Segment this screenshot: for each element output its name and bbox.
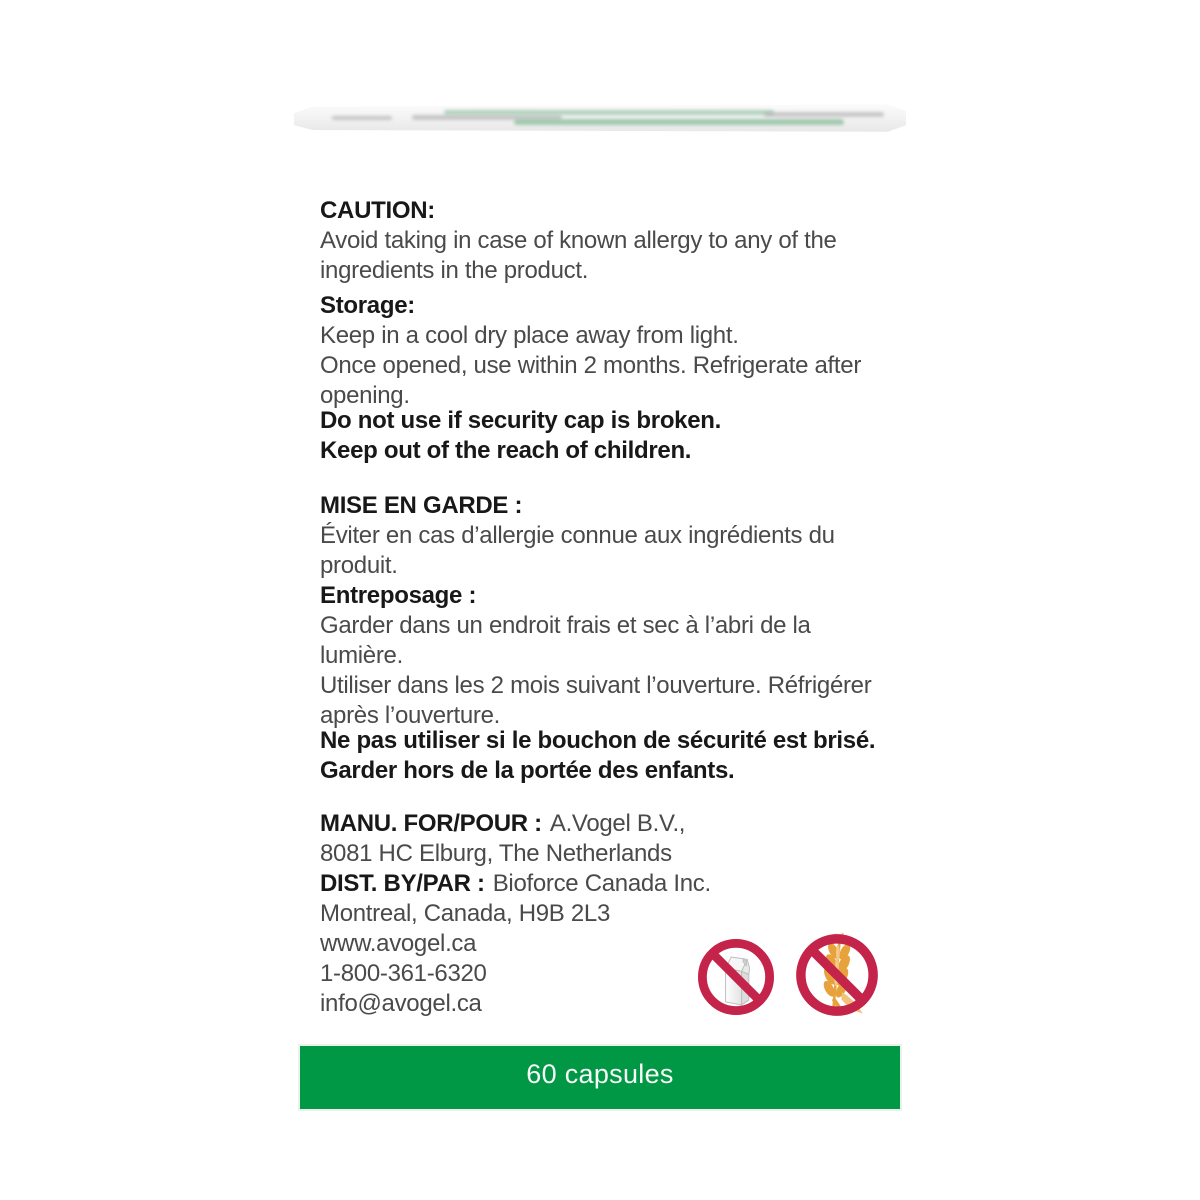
entreposage-line: lumière. (320, 642, 403, 669)
manu-for-label: MANU. FOR/POUR : (320, 810, 542, 837)
dist-address: Montreal, Canada, H9B 2L3 (320, 900, 611, 927)
mise-en-garde-heading: MISE EN GARDE : (320, 492, 523, 519)
contact-section (320, 929, 487, 1019)
entreposage-line: Garder dans un endroit frais et sec à l’abri de la (320, 612, 811, 639)
warning-en-line: Do not use if security cap is broken. (320, 407, 722, 434)
storage-line: opening. (320, 382, 410, 409)
caution-section (320, 196, 837, 286)
caution-line: Avoid taking in case of known allergy to any of the (320, 227, 837, 254)
manufacturer-section (320, 809, 711, 929)
capsule-count-label: 60 capsules (526, 1059, 674, 1089)
storage-heading: Storage: (320, 292, 415, 319)
manu-address: 8081 HC Elburg, The Netherlands (320, 840, 672, 867)
caution-heading: CAUTION: (320, 197, 435, 224)
mise-en-garde-line: produit. (320, 552, 398, 579)
no-dairy-icon (696, 934, 776, 1020)
entreposage-line: après l’ouverture. (320, 702, 501, 729)
caution-line: ingredients in the product. (320, 257, 589, 284)
website-text: www.avogel.ca (320, 930, 477, 957)
warning-fr-line: Garder hors de la portée des enfants. (320, 757, 735, 784)
capsule-count-bar (298, 1044, 902, 1111)
dist-by-value: Bioforce Canada Inc. (492, 870, 711, 897)
storage-line: Keep in a cool dry place away from light. (320, 322, 739, 349)
warning-fr-line: Ne pas utiliser si le bouchon de sécurité est brisé. (320, 727, 876, 754)
storage-line: Once opened, use within 2 months. Refrigerate after (320, 352, 862, 379)
warning-en-line: Keep out of the reach of children. (320, 437, 692, 464)
entreposage-heading: Entreposage : (320, 582, 477, 609)
manu-for-value: A.Vogel B.V., (549, 810, 686, 837)
entreposage-section (320, 581, 871, 731)
entreposage-line: Utiliser dans les 2 mois suivant l’ouverture. Réfrigérer (320, 672, 872, 699)
mise-en-garde-section (320, 491, 835, 581)
warning-fr (320, 726, 875, 786)
phone-text: 1-800-361-6320 (320, 960, 487, 987)
box-top-edge (294, 103, 906, 133)
storage-section (320, 291, 861, 411)
email-text: info@avogel.ca (320, 990, 482, 1017)
warning-en (320, 406, 721, 466)
no-gluten-icon (794, 930, 880, 1020)
dist-by-label: DIST. BY/PAR : (320, 870, 485, 897)
mise-en-garde-line: Éviter en cas d’allergie connue aux ingrédients du (320, 522, 835, 549)
